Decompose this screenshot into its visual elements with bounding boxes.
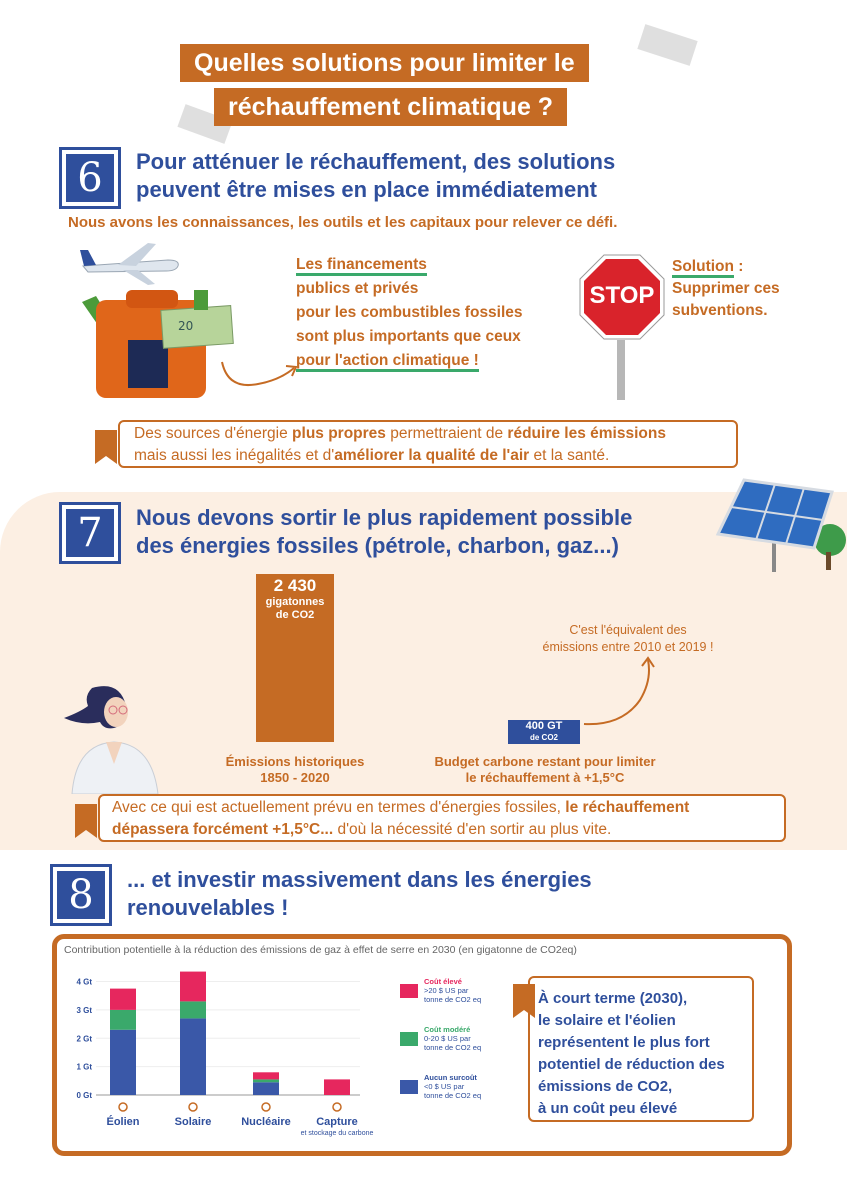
solution-text [672, 256, 780, 322]
x-tick-label: Éolien [106, 1116, 140, 1128]
section-7-badge [59, 502, 121, 564]
equivalent-line1: C'est l'équivalent des [569, 623, 687, 637]
bar-segment [180, 1001, 206, 1018]
legend-mod-title: Coût modéré [424, 1025, 471, 1034]
financing-line3: pour les combustibles fossiles [296, 304, 523, 321]
section-7-note-text [112, 797, 782, 841]
section-8-badge [50, 864, 112, 926]
section-8-heading [127, 866, 592, 922]
note-bold: réduire les émissions [507, 425, 666, 442]
category-icon [119, 1103, 127, 1111]
bar-segment [110, 989, 136, 1010]
section-6-number: 6 [66, 154, 114, 202]
note-bold: plus propres [292, 425, 386, 442]
scientist-illustration [62, 684, 166, 794]
title-line-1: Quelles solutions pour limiter le [180, 44, 589, 82]
note-part: permettraient de [385, 425, 508, 442]
section-7-heading [136, 504, 632, 560]
chart-title: Contribution potentielle à la réduction des émissions de gaz à effet de serre en 2030 (en gigatonne de CO2eq) [64, 944, 577, 956]
side-line3: représentent le plus fort [538, 1034, 710, 1051]
section-8-side-note [538, 988, 725, 1120]
financing-line5: pour l'action climatique ! [296, 352, 479, 372]
legend-none [424, 1073, 481, 1100]
section-6-badge [59, 147, 121, 209]
carbon-budget-label-line2: le réchauffement à +1,5°C [465, 770, 625, 785]
financing-text [296, 253, 523, 373]
section-7-heading-line1: Nous devons sortir le plus rapidement possible [136, 505, 633, 530]
x-tick-label: Solaire [174, 1116, 212, 1128]
legend-none-title: Aucun surcoût [424, 1073, 477, 1082]
financing-line1: Les financements [296, 256, 427, 276]
bar-segment [110, 1030, 136, 1095]
y-tick-label: 3 Gt [76, 1005, 92, 1015]
solution-colon: : [734, 258, 744, 275]
section-6-heading-line2: peuvent être mises en place immédiatement [136, 177, 597, 202]
emissions-chart [60, 958, 390, 1138]
bookmark-icon [75, 804, 97, 830]
note-bold: améliorer la qualité de l'air [334, 447, 530, 464]
side-line4: potentiel de réduction des [538, 1056, 725, 1073]
stop-sign-pole [617, 340, 625, 400]
stop-sign-text: STOP [589, 282, 655, 309]
historical-emissions-unit2: de CO2 [275, 609, 315, 621]
capture-subtitle: et stockage du carbone [300, 1130, 374, 1137]
section-6-note-text [134, 423, 734, 467]
historical-emissions-unit1: gigatonnes [265, 596, 325, 608]
legend-high-swatch [400, 984, 418, 998]
legend-none-desc1: <0 $ US par [424, 1082, 465, 1091]
note-bold: le réchauffement [565, 799, 690, 816]
tape-decoration [637, 24, 697, 66]
solution-text-line1: Supprimer ces [672, 280, 780, 297]
historical-label-line2: 1850 - 2020 [260, 770, 330, 785]
side-line1: À court terme (2030), [538, 990, 688, 1007]
carbon-budget-value: 400 GT [525, 720, 563, 732]
note-part: et la santé. [529, 447, 610, 464]
note-part: mais aussi les inégalités et d' [134, 447, 335, 464]
fuel-can-illustration [78, 282, 238, 402]
bar-segment [324, 1079, 350, 1095]
section-6-heading-line1: Pour atténuer le réchauffement, des solutions [136, 149, 616, 174]
legend-mod-desc2: tonne de CO2 eq [424, 1043, 482, 1052]
bookmark-icon [95, 430, 117, 456]
arrow-icon [582, 656, 662, 730]
side-line5: émissions de CO2, [538, 1078, 673, 1095]
section-8-heading-line2: renouvelables ! [127, 895, 289, 920]
section-6-heading [136, 148, 615, 204]
bar-segment [253, 1082, 279, 1095]
category-icon [189, 1103, 197, 1111]
note-part: Avec ce qui est actuellement prévu en termes d'énergies fossiles, [112, 799, 566, 816]
section-8-heading-line1: ... et investir massivement dans les énergies [127, 867, 592, 892]
solution-text-line2: subventions. [672, 302, 768, 319]
historical-emissions-label [200, 754, 390, 786]
category-icon [333, 1103, 341, 1111]
legend-mod-desc1: 0-20 $ US par [424, 1034, 471, 1043]
airplane-illustration [78, 238, 183, 288]
bar-segment [110, 1010, 136, 1030]
y-tick-label: 1 Gt [76, 1062, 92, 1072]
historical-emissions-value: 2 430 [273, 576, 317, 595]
historical-label-line1: Émissions historiques [225, 754, 365, 769]
y-tick-label: 2 Gt [76, 1034, 92, 1044]
solar-panel-illustration [714, 470, 847, 575]
section-7-number: 7 [66, 509, 114, 557]
legend-high-title: Coût élevé [424, 977, 462, 986]
equivalent-text [510, 622, 746, 656]
legend-mod-swatch [400, 1032, 418, 1046]
carbon-budget-label [400, 754, 690, 786]
svg-text:20: 20 [178, 319, 194, 333]
bar-segment [180, 972, 206, 1002]
side-line2: le solaire et l'éolien [538, 1012, 676, 1029]
arrow-icon [218, 356, 300, 392]
equivalent-line2: émissions entre 2010 et 2019 ! [542, 640, 714, 654]
carbon-budget-unit: de CO2 [529, 733, 558, 742]
bar-segment [253, 1079, 279, 1082]
y-tick-label: 0 Gt [76, 1091, 92, 1100]
financing-line4: sont plus importants que ceux [296, 328, 521, 345]
bookmark-icon [513, 984, 535, 1010]
category-icon [262, 1103, 270, 1111]
section-7-heading-line2: des énergies fossiles (pétrole, charbon, gaz...) [136, 533, 619, 558]
note-part: d'où la nécessité d'en sortir au plus vite. [333, 821, 612, 838]
section-6-subtitle: Nous avons les connaissances, les outils et les capitaux pour relever ce défi. [68, 214, 618, 231]
y-tick-label: 4 Gt [76, 977, 92, 987]
side-line6: à un coût peu élevé [538, 1100, 678, 1117]
legend-high-desc1: >20 $ US par [424, 986, 469, 995]
section-8-number: 8 [57, 871, 105, 919]
title-line-2: réchauffement climatique ? [214, 88, 567, 126]
note-part: Des sources d'énergie [134, 425, 293, 442]
legend-moderate [424, 1025, 481, 1052]
carbon-budget-label-line1: Budget carbone restant pour limiter [434, 754, 656, 769]
note-bold: dépassera forcément +1,5°C... [112, 821, 334, 838]
legend-high [424, 977, 481, 1004]
x-tick-label: Capture [316, 1116, 358, 1128]
x-tick-label: Nucléaire [241, 1116, 291, 1128]
solution-label: Solution [672, 258, 734, 278]
legend-none-swatch [400, 1080, 418, 1094]
financing-line2: publics et privés [296, 280, 419, 297]
bar-segment [180, 1018, 206, 1095]
legend-none-desc2: tonne de CO2 eq [424, 1091, 482, 1100]
bar-segment [253, 1072, 279, 1079]
legend-high-desc2: tonne de CO2 eq [424, 995, 482, 1004]
